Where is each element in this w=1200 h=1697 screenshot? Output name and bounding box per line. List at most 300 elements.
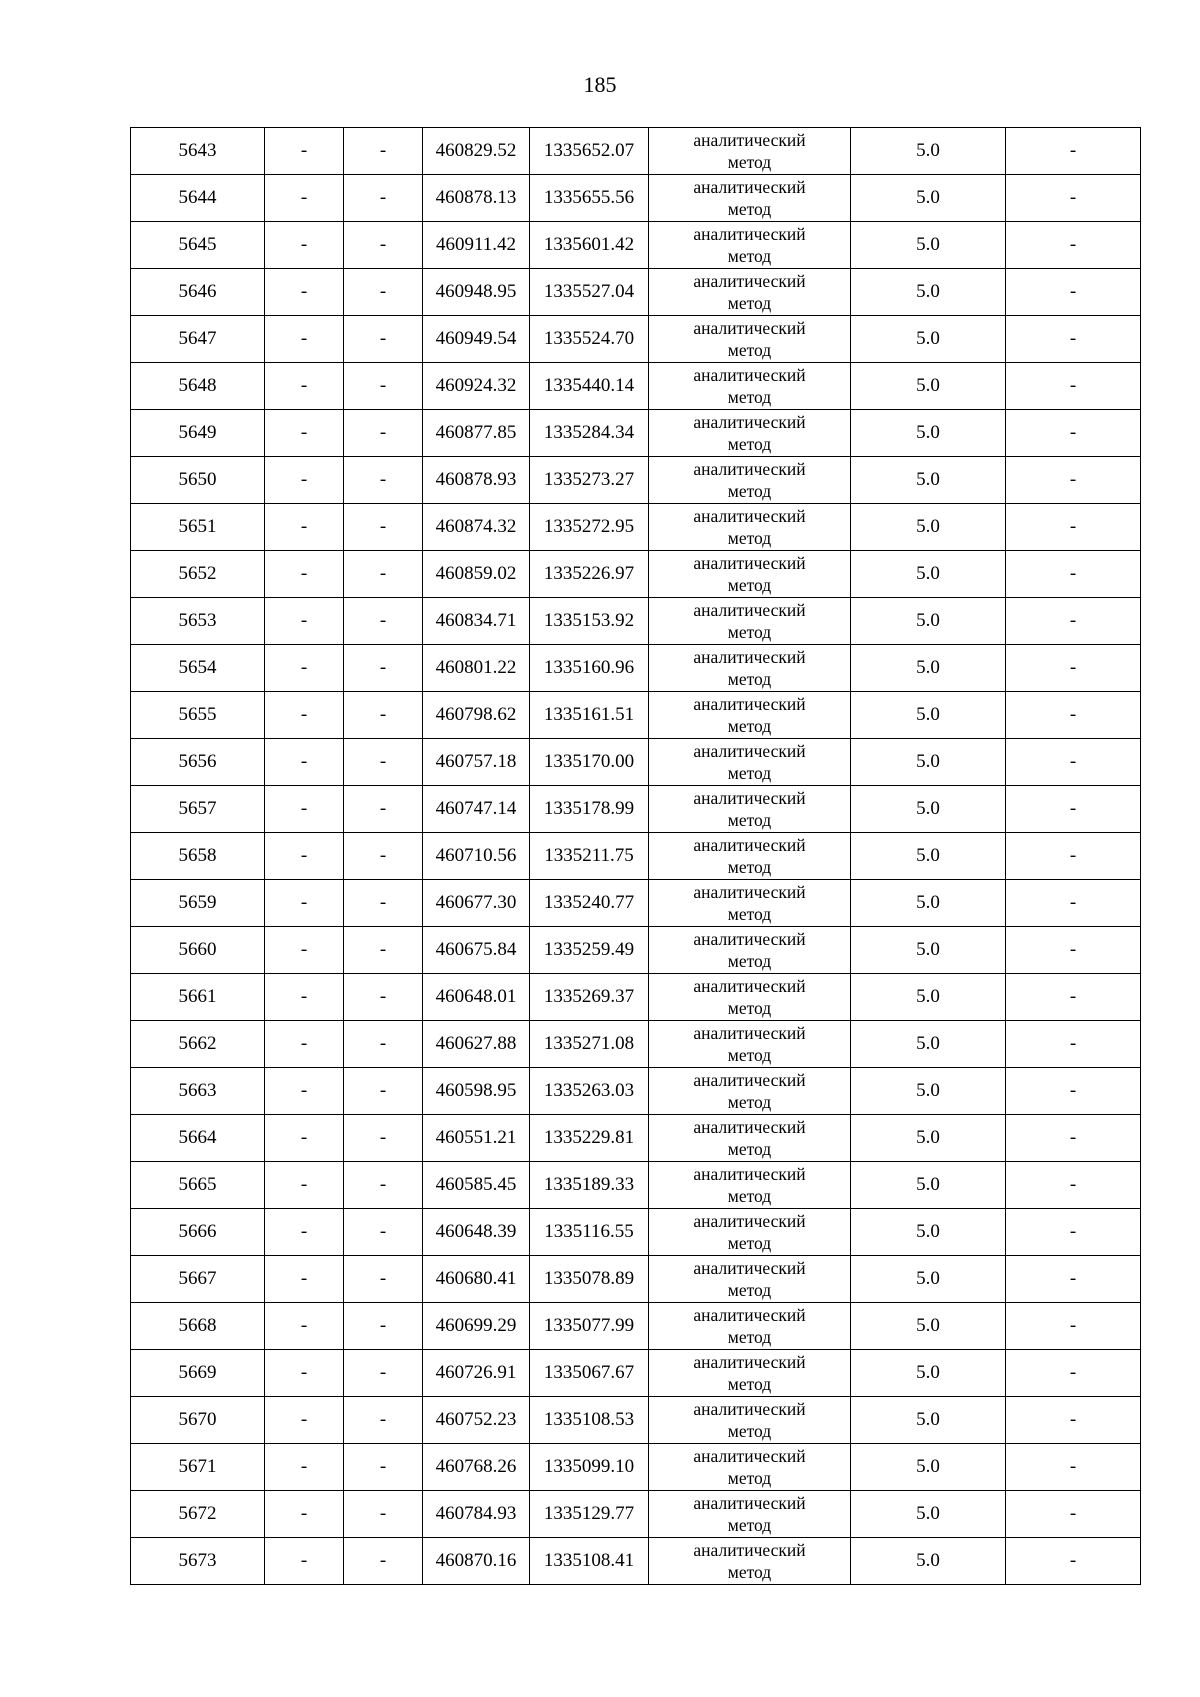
y-coordinate-cell: 1335240.77 xyxy=(530,880,649,927)
point-number-cell: 5659 xyxy=(131,880,265,927)
x-coordinate-cell: 460757.18 xyxy=(423,739,530,786)
table-row xyxy=(131,175,1141,222)
table-row xyxy=(131,598,1141,645)
method-line-2: метод xyxy=(727,340,772,360)
note-cell: - xyxy=(1006,786,1141,833)
method-line-2: метод xyxy=(727,1233,772,1253)
note-cell: - xyxy=(1006,739,1141,786)
empty-cell-b: - xyxy=(344,598,423,645)
y-coordinate-cell: 1335269.37 xyxy=(530,974,649,1021)
table-row xyxy=(131,1444,1141,1491)
x-coordinate-cell: 460680.41 xyxy=(423,1256,530,1303)
method-line-1: аналитический xyxy=(693,177,806,197)
empty-cell-b: - xyxy=(344,739,423,786)
method-line-1: аналитический xyxy=(693,1070,806,1090)
point-number-cell: 5671 xyxy=(131,1444,265,1491)
table-row xyxy=(131,1209,1141,1256)
x-coordinate-cell: 460948.95 xyxy=(423,269,530,316)
method-cell xyxy=(649,833,851,880)
y-coordinate-cell: 1335078.89 xyxy=(530,1256,649,1303)
table-row xyxy=(131,974,1141,1021)
y-coordinate-cell: 1335601.42 xyxy=(530,222,649,269)
point-number-cell: 5653 xyxy=(131,598,265,645)
y-coordinate-cell: 1335284.34 xyxy=(530,410,649,457)
empty-cell-a: - xyxy=(265,316,344,363)
y-coordinate-cell: 1335527.04 xyxy=(530,269,649,316)
point-number-cell: 5649 xyxy=(131,410,265,457)
y-coordinate-cell: 1335153.92 xyxy=(530,598,649,645)
y-coordinate-cell: 1335273.27 xyxy=(530,457,649,504)
empty-cell-a: - xyxy=(265,128,344,175)
method-cell xyxy=(649,1068,851,1115)
method-cell xyxy=(649,551,851,598)
method-line-1: аналитический xyxy=(693,506,806,526)
table-row xyxy=(131,1491,1141,1538)
empty-cell-b: - xyxy=(344,222,423,269)
point-number-cell: 5658 xyxy=(131,833,265,880)
note-cell: - xyxy=(1006,1068,1141,1115)
x-coordinate-cell: 460551.21 xyxy=(423,1115,530,1162)
x-coordinate-cell: 460710.56 xyxy=(423,833,530,880)
method-line-1: аналитический xyxy=(693,412,806,432)
note-cell: - xyxy=(1006,175,1141,222)
table-body xyxy=(131,128,1141,1585)
point-number-cell: 5663 xyxy=(131,1068,265,1115)
empty-cell-b: - xyxy=(344,457,423,504)
point-number-cell: 5655 xyxy=(131,692,265,739)
empty-cell-b: - xyxy=(344,1491,423,1538)
accuracy-cell: 5.0 xyxy=(851,1256,1006,1303)
x-coordinate-cell: 460726.91 xyxy=(423,1350,530,1397)
x-coordinate-cell: 460924.32 xyxy=(423,363,530,410)
method-line-2: метод xyxy=(727,293,772,313)
empty-cell-a: - xyxy=(265,692,344,739)
point-number-cell: 5643 xyxy=(131,128,265,175)
empty-cell-a: - xyxy=(265,551,344,598)
accuracy-cell: 5.0 xyxy=(851,598,1006,645)
method-line-2: метод xyxy=(727,1515,772,1535)
table-row xyxy=(131,128,1141,175)
empty-cell-a: - xyxy=(265,504,344,551)
table-row xyxy=(131,269,1141,316)
note-cell: - xyxy=(1006,645,1141,692)
method-line-1: аналитический xyxy=(693,224,806,244)
method-line-2: метод xyxy=(727,1045,772,1065)
method-cell xyxy=(649,410,851,457)
empty-cell-b: - xyxy=(344,1115,423,1162)
x-coordinate-cell: 460834.71 xyxy=(423,598,530,645)
point-number-cell: 5660 xyxy=(131,927,265,974)
empty-cell-b: - xyxy=(344,880,423,927)
point-number-cell: 5646 xyxy=(131,269,265,316)
point-number-cell: 5664 xyxy=(131,1115,265,1162)
y-coordinate-cell: 1335077.99 xyxy=(530,1303,649,1350)
note-cell: - xyxy=(1006,504,1141,551)
empty-cell-b: - xyxy=(344,1162,423,1209)
empty-cell-a: - xyxy=(265,1491,344,1538)
accuracy-cell: 5.0 xyxy=(851,1491,1006,1538)
method-cell xyxy=(649,786,851,833)
method-line-1: аналитический xyxy=(693,929,806,949)
y-coordinate-cell: 1335524.70 xyxy=(530,316,649,363)
method-line-1: аналитический xyxy=(693,1352,806,1372)
method-line-1: аналитический xyxy=(693,1117,806,1137)
point-number-cell: 5670 xyxy=(131,1397,265,1444)
empty-cell-b: - xyxy=(344,645,423,692)
x-coordinate-cell: 460768.26 xyxy=(423,1444,530,1491)
empty-cell-b: - xyxy=(344,1256,423,1303)
method-line-2: метод xyxy=(727,1139,772,1159)
method-cell xyxy=(649,1256,851,1303)
table-row xyxy=(131,880,1141,927)
method-line-1: аналитический xyxy=(693,553,806,573)
method-cell xyxy=(649,269,851,316)
method-line-1: аналитический xyxy=(693,694,806,714)
method-cell xyxy=(649,1209,851,1256)
accuracy-cell: 5.0 xyxy=(851,974,1006,1021)
table-row xyxy=(131,1162,1141,1209)
method-line-2: метод xyxy=(727,481,772,501)
empty-cell-a: - xyxy=(265,645,344,692)
accuracy-cell: 5.0 xyxy=(851,1303,1006,1350)
method-line-1: аналитический xyxy=(693,1305,806,1325)
x-coordinate-cell: 460911.42 xyxy=(423,222,530,269)
empty-cell-b: - xyxy=(344,974,423,1021)
empty-cell-b: - xyxy=(344,833,423,880)
note-cell: - xyxy=(1006,1303,1141,1350)
note-cell: - xyxy=(1006,1350,1141,1397)
empty-cell-a: - xyxy=(265,1068,344,1115)
accuracy-cell: 5.0 xyxy=(851,880,1006,927)
accuracy-cell: 5.0 xyxy=(851,504,1006,551)
method-line-1: аналитический xyxy=(693,647,806,667)
accuracy-cell: 5.0 xyxy=(851,786,1006,833)
x-coordinate-cell: 460627.88 xyxy=(423,1021,530,1068)
note-cell: - xyxy=(1006,269,1141,316)
empty-cell-a: - xyxy=(265,974,344,1021)
point-number-cell: 5672 xyxy=(131,1491,265,1538)
method-line-2: метод xyxy=(727,1280,772,1300)
accuracy-cell: 5.0 xyxy=(851,833,1006,880)
accuracy-cell: 5.0 xyxy=(851,175,1006,222)
point-number-cell: 5669 xyxy=(131,1350,265,1397)
point-number-cell: 5648 xyxy=(131,363,265,410)
accuracy-cell: 5.0 xyxy=(851,1209,1006,1256)
table-row xyxy=(131,316,1141,363)
method-cell xyxy=(649,1021,851,1068)
empty-cell-b: - xyxy=(344,1538,423,1585)
method-cell xyxy=(649,504,851,551)
method-cell xyxy=(649,1444,851,1491)
empty-cell-b: - xyxy=(344,316,423,363)
empty-cell-b: - xyxy=(344,128,423,175)
method-line-2: метод xyxy=(727,857,772,877)
table-row xyxy=(131,1350,1141,1397)
method-cell xyxy=(649,1491,851,1538)
accuracy-cell: 5.0 xyxy=(851,1350,1006,1397)
empty-cell-a: - xyxy=(265,1303,344,1350)
empty-cell-b: - xyxy=(344,1303,423,1350)
method-line-2: метод xyxy=(727,669,772,689)
method-line-2: метод xyxy=(727,434,772,454)
method-line-2: метод xyxy=(727,1327,772,1347)
table-row xyxy=(131,1538,1141,1585)
y-coordinate-cell: 1335226.97 xyxy=(530,551,649,598)
y-coordinate-cell: 1335263.03 xyxy=(530,1068,649,1115)
y-coordinate-cell: 1335211.75 xyxy=(530,833,649,880)
x-coordinate-cell: 460675.84 xyxy=(423,927,530,974)
y-coordinate-cell: 1335160.96 xyxy=(530,645,649,692)
method-line-2: метод xyxy=(727,575,772,595)
x-coordinate-cell: 460747.14 xyxy=(423,786,530,833)
table-row xyxy=(131,1021,1141,1068)
method-line-2: метод xyxy=(727,998,772,1018)
method-cell xyxy=(649,1115,851,1162)
note-cell: - xyxy=(1006,1162,1141,1209)
y-coordinate-cell: 1335099.10 xyxy=(530,1444,649,1491)
method-line-2: метод xyxy=(727,1092,772,1112)
note-cell: - xyxy=(1006,316,1141,363)
empty-cell-b: - xyxy=(344,1397,423,1444)
note-cell: - xyxy=(1006,1397,1141,1444)
accuracy-cell: 5.0 xyxy=(851,1068,1006,1115)
note-cell: - xyxy=(1006,363,1141,410)
method-line-2: метод xyxy=(727,199,772,219)
x-coordinate-cell: 460859.02 xyxy=(423,551,530,598)
empty-cell-b: - xyxy=(344,1444,423,1491)
point-number-cell: 5656 xyxy=(131,739,265,786)
y-coordinate-cell: 1335440.14 xyxy=(530,363,649,410)
note-cell: - xyxy=(1006,457,1141,504)
accuracy-cell: 5.0 xyxy=(851,457,1006,504)
point-number-cell: 5661 xyxy=(131,974,265,1021)
empty-cell-a: - xyxy=(265,833,344,880)
x-coordinate-cell: 460877.85 xyxy=(423,410,530,457)
method-cell xyxy=(649,1538,851,1585)
method-cell xyxy=(649,222,851,269)
table-row xyxy=(131,363,1141,410)
accuracy-cell: 5.0 xyxy=(851,927,1006,974)
empty-cell-b: - xyxy=(344,786,423,833)
y-coordinate-cell: 1335271.08 xyxy=(530,1021,649,1068)
x-coordinate-cell: 460648.01 xyxy=(423,974,530,1021)
method-line-1: аналитический xyxy=(693,365,806,385)
table-row xyxy=(131,739,1141,786)
coordinates-table xyxy=(130,127,1141,1585)
method-line-1: аналитический xyxy=(693,1258,806,1278)
method-cell xyxy=(649,739,851,786)
empty-cell-a: - xyxy=(265,410,344,457)
method-line-1: аналитический xyxy=(693,1211,806,1231)
method-line-2: метод xyxy=(727,716,772,736)
empty-cell-b: - xyxy=(344,1068,423,1115)
note-cell: - xyxy=(1006,222,1141,269)
y-coordinate-cell: 1335652.07 xyxy=(530,128,649,175)
accuracy-cell: 5.0 xyxy=(851,410,1006,457)
note-cell: - xyxy=(1006,1538,1141,1585)
method-cell xyxy=(649,927,851,974)
point-number-cell: 5645 xyxy=(131,222,265,269)
method-line-2: метод xyxy=(727,387,772,407)
method-line-2: метод xyxy=(727,1421,772,1441)
method-line-1: аналитический xyxy=(693,1540,806,1560)
method-line-1: аналитический xyxy=(693,788,806,808)
method-line-2: метод xyxy=(727,528,772,548)
empty-cell-b: - xyxy=(344,504,423,551)
point-number-cell: 5651 xyxy=(131,504,265,551)
note-cell: - xyxy=(1006,1491,1141,1538)
empty-cell-a: - xyxy=(265,1444,344,1491)
method-line-1: аналитический xyxy=(693,130,806,150)
note-cell: - xyxy=(1006,1209,1141,1256)
note-cell: - xyxy=(1006,410,1141,457)
y-coordinate-cell: 1335655.56 xyxy=(530,175,649,222)
method-line-2: метод xyxy=(727,810,772,830)
method-cell xyxy=(649,1303,851,1350)
accuracy-cell: 5.0 xyxy=(851,222,1006,269)
method-cell xyxy=(649,974,851,1021)
accuracy-cell: 5.0 xyxy=(851,1021,1006,1068)
method-cell xyxy=(649,880,851,927)
method-cell xyxy=(649,598,851,645)
accuracy-cell: 5.0 xyxy=(851,739,1006,786)
table-row xyxy=(131,457,1141,504)
method-cell xyxy=(649,1350,851,1397)
note-cell: - xyxy=(1006,598,1141,645)
point-number-cell: 5654 xyxy=(131,645,265,692)
x-coordinate-cell: 460598.95 xyxy=(423,1068,530,1115)
note-cell: - xyxy=(1006,1021,1141,1068)
method-line-1: аналитический xyxy=(693,835,806,855)
empty-cell-b: - xyxy=(344,410,423,457)
method-line-2: метод xyxy=(727,152,772,172)
empty-cell-b: - xyxy=(344,269,423,316)
x-coordinate-cell: 460648.39 xyxy=(423,1209,530,1256)
table-row xyxy=(131,692,1141,739)
x-coordinate-cell: 460752.23 xyxy=(423,1397,530,1444)
method-line-1: аналитический xyxy=(693,271,806,291)
empty-cell-a: - xyxy=(265,1209,344,1256)
method-line-2: метод xyxy=(727,951,772,971)
x-coordinate-cell: 460699.29 xyxy=(423,1303,530,1350)
page-number: 185 xyxy=(583,72,617,97)
accuracy-cell: 5.0 xyxy=(851,316,1006,363)
table-row xyxy=(131,786,1141,833)
point-number-cell: 5647 xyxy=(131,316,265,363)
accuracy-cell: 5.0 xyxy=(851,1115,1006,1162)
method-cell xyxy=(649,1397,851,1444)
note-cell: - xyxy=(1006,692,1141,739)
empty-cell-a: - xyxy=(265,1350,344,1397)
accuracy-cell: 5.0 xyxy=(851,269,1006,316)
note-cell: - xyxy=(1006,1444,1141,1491)
point-number-cell: 5657 xyxy=(131,786,265,833)
table-row xyxy=(131,645,1141,692)
method-line-1: аналитический xyxy=(693,882,806,902)
method-line-2: метод xyxy=(727,1374,772,1394)
method-line-1: аналитический xyxy=(693,1399,806,1419)
empty-cell-a: - xyxy=(265,1115,344,1162)
method-cell xyxy=(649,316,851,363)
empty-cell-b: - xyxy=(344,927,423,974)
y-coordinate-cell: 1335067.67 xyxy=(530,1350,649,1397)
method-line-2: метод xyxy=(727,763,772,783)
accuracy-cell: 5.0 xyxy=(851,1397,1006,1444)
point-number-cell: 5666 xyxy=(131,1209,265,1256)
empty-cell-b: - xyxy=(344,1021,423,1068)
method-line-1: аналитический xyxy=(693,741,806,761)
empty-cell-a: - xyxy=(265,457,344,504)
table-row xyxy=(131,551,1141,598)
point-number-cell: 5673 xyxy=(131,1538,265,1585)
method-cell xyxy=(649,128,851,175)
method-line-2: метод xyxy=(727,1468,772,1488)
point-number-cell: 5668 xyxy=(131,1303,265,1350)
accuracy-cell: 5.0 xyxy=(851,1444,1006,1491)
method-line-2: метод xyxy=(727,904,772,924)
point-number-cell: 5652 xyxy=(131,551,265,598)
method-cell xyxy=(649,175,851,222)
y-coordinate-cell: 1335116.55 xyxy=(530,1209,649,1256)
table-row xyxy=(131,504,1141,551)
method-cell xyxy=(649,457,851,504)
x-coordinate-cell: 460784.93 xyxy=(423,1491,530,1538)
y-coordinate-cell: 1335272.95 xyxy=(530,504,649,551)
method-line-2: метод xyxy=(727,246,772,266)
y-coordinate-cell: 1335259.49 xyxy=(530,927,649,974)
empty-cell-a: - xyxy=(265,363,344,410)
method-line-1: аналитический xyxy=(693,459,806,479)
empty-cell-b: - xyxy=(344,363,423,410)
empty-cell-a: - xyxy=(265,1021,344,1068)
x-coordinate-cell: 460798.62 xyxy=(423,692,530,739)
point-number-cell: 5662 xyxy=(131,1021,265,1068)
table-row xyxy=(131,410,1141,457)
note-cell: - xyxy=(1006,1115,1141,1162)
point-number-cell: 5650 xyxy=(131,457,265,504)
method-line-1: аналитический xyxy=(693,976,806,996)
method-line-1: аналитический xyxy=(693,1164,806,1184)
x-coordinate-cell: 460874.32 xyxy=(423,504,530,551)
y-coordinate-cell: 1335229.81 xyxy=(530,1115,649,1162)
method-line-2: метод xyxy=(727,622,772,642)
x-coordinate-cell: 460585.45 xyxy=(423,1162,530,1209)
accuracy-cell: 5.0 xyxy=(851,363,1006,410)
table-row xyxy=(131,833,1141,880)
empty-cell-a: - xyxy=(265,175,344,222)
accuracy-cell: 5.0 xyxy=(851,1538,1006,1585)
note-cell: - xyxy=(1006,833,1141,880)
note-cell: - xyxy=(1006,974,1141,1021)
method-line-2: метод xyxy=(727,1186,772,1206)
method-cell xyxy=(649,1162,851,1209)
note-cell: - xyxy=(1006,927,1141,974)
x-coordinate-cell: 460801.22 xyxy=(423,645,530,692)
y-coordinate-cell: 1335178.99 xyxy=(530,786,649,833)
accuracy-cell: 5.0 xyxy=(851,551,1006,598)
accuracy-cell: 5.0 xyxy=(851,1162,1006,1209)
y-coordinate-cell: 1335108.53 xyxy=(530,1397,649,1444)
empty-cell-b: - xyxy=(344,175,423,222)
empty-cell-a: - xyxy=(265,927,344,974)
method-line-1: аналитический xyxy=(693,318,806,338)
note-cell: - xyxy=(1006,128,1141,175)
empty-cell-a: - xyxy=(265,1256,344,1303)
method-line-1: аналитический xyxy=(693,1446,806,1466)
x-coordinate-cell: 460878.13 xyxy=(423,175,530,222)
point-number-cell: 5644 xyxy=(131,175,265,222)
x-coordinate-cell: 460870.16 xyxy=(423,1538,530,1585)
